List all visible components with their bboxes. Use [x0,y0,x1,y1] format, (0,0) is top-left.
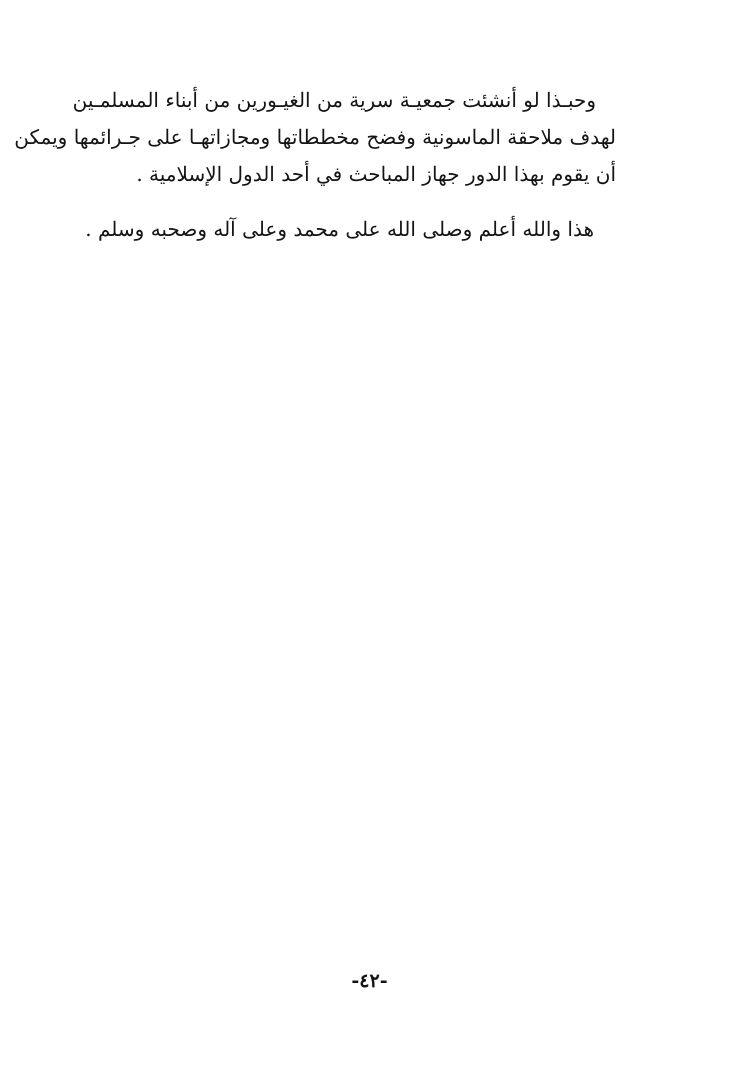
paragraph-line: أن يقوم بهذا الدور جهاز المباحث في أحد الدول الإسلامية . [136,162,616,186]
page-number: -٤٢- [351,970,388,992]
body-paragraph [14,82,616,193]
closing-line: هذا والله أعلم وصلى الله على محمد وعلى آله وصحبه وسلم . [85,217,594,241]
paragraph-line: وحبـذا لو أنشئت جمعيـة سرية من الغيـورين من أبناء المسلمـين [72,88,596,112]
paragraph-line: لهدف ملاحقة الماسونية وفضح مخططاتها ومجازاتهـا على جـرائمها ويمكن [14,125,616,149]
